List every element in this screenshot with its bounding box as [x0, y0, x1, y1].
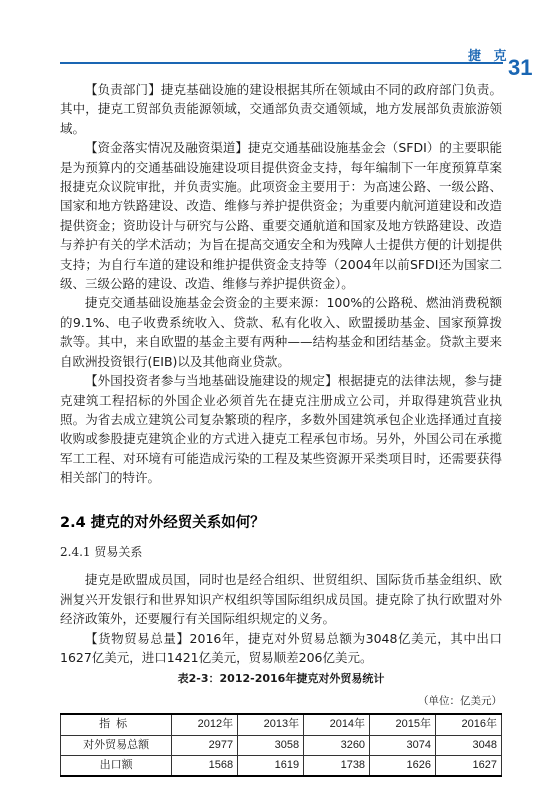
paragraph: 捷克是欧盟成员国，同时也是经合组织、世贸组织、国际货币基金组织、欧洲复兴开发银行和世界知识产权组织等国际组织成员国。捷克除了执行欧盟对外经济政策外，还要履行有关国际组织规定的义务。 [60, 572, 502, 627]
column-header: 2014年 [304, 714, 370, 735]
row-label: 出口额 [61, 756, 172, 777]
table-row [61, 735, 502, 755]
table-cell: 3260 [304, 735, 370, 755]
column-header: 2016年 [436, 714, 502, 735]
paragraph: 【货物贸易总量】2016年，捷克对外贸易总额为3048亿美元，其中出口1627亿美元，进口1421亿美元，贸易顺差206亿美元。 [60, 630, 502, 665]
section-heading: 2.4 捷克的对外经贸关系如何？ [60, 514, 265, 531]
page-content [60, 80, 502, 777]
paragraph: 捷克交通基础设施基金会资金的主要来源：100%的公路税、燃油消费税额的9.1%、电子收费系统收入、贷款、私有化收入、欧盟援助基金、国家预算拨款等。其中，来自欧盟的基金主要有两种——结构基金和团结基金。贷款主要来自欧洲投资银行(EIB)以及其他商业贷款。 [60, 295, 502, 369]
table-cell: 3048 [436, 735, 502, 755]
table-cell: 3074 [370, 735, 436, 755]
header-rule [60, 62, 503, 64]
column-header: 2015年 [370, 714, 436, 735]
table-row [61, 756, 502, 777]
paragraph: 【负责部门】捷克基础设施的建设根据其所在领域由不同的政府部门负责。其中，捷克工贸部负责能源领域，交通部负责交通领域，地方发展部负责旅游领域。 [60, 82, 502, 136]
table-cell: 1619 [238, 756, 304, 777]
column-header: 指标 [61, 714, 172, 735]
table-cell: 1568 [172, 756, 238, 777]
running-header-title: 捷 克 [468, 49, 511, 64]
table-cell: 2977 [172, 735, 238, 755]
table-header-row [61, 714, 502, 735]
table-cell: 1738 [304, 756, 370, 777]
paragraph: 【资金落实情况及融资渠道】捷克交通基础设施基金会（SFDI）的主要职能是为预算内的交通基础设施建设项目提供资金支持，每年编制下一年度预算草案报捷克众议院审批，并负责实施。此项资金主要用于：为高速公路、一级公路、国家和地方铁路建设、改造、维修与养护提供资金；为重要内航河道建设和改造提供资金；资助设计与研究与公路、重要交通航道和国家及地方铁路建设、改造与养护有关的学术活动；为旨在提高交通安全和为残障人士提供方便的计划提供支持；为自行车道的建设和维护提供资金支持等（2004年以前SFDI还为国家二级、三级公路的建设、改造、维修与养护提供资金）。 [60, 140, 502, 292]
table-caption: 表2-3：2012-2016年捷克对外贸易统计 [177, 672, 385, 686]
column-header: 2013年 [238, 714, 304, 735]
table-unit: （单位：亿美元） [418, 694, 502, 707]
table-cell: 1627 [436, 756, 502, 777]
table-cell: 1626 [370, 756, 436, 777]
trade-statistics-table [60, 713, 502, 777]
column-header: 2012年 [172, 714, 238, 735]
paragraph: 【外国投资者参与当地基础设施建设的规定】根据捷克的法律法规，参与捷克建筑工程招标的外国企业必须首先在捷克注册成立公司，并取得建筑营业执照。为省去成立建筑公司复杂繁琐的程序，多数外国建筑承包企业选择通过直接收购或参股捷克建筑企业的方式进入捷克工程承包市场。另外，外国公司在承揽军工工程、对环境有可能造成污染的工程及某些资源开采类项目时，还需要获得相关部门的特许。 [60, 373, 502, 486]
table-cell: 3058 [238, 735, 304, 755]
row-label: 对外贸易总额 [61, 735, 172, 755]
subsection-heading: 2.4.1 贸易关系 [60, 544, 143, 559]
page-number: 31 [508, 55, 533, 80]
